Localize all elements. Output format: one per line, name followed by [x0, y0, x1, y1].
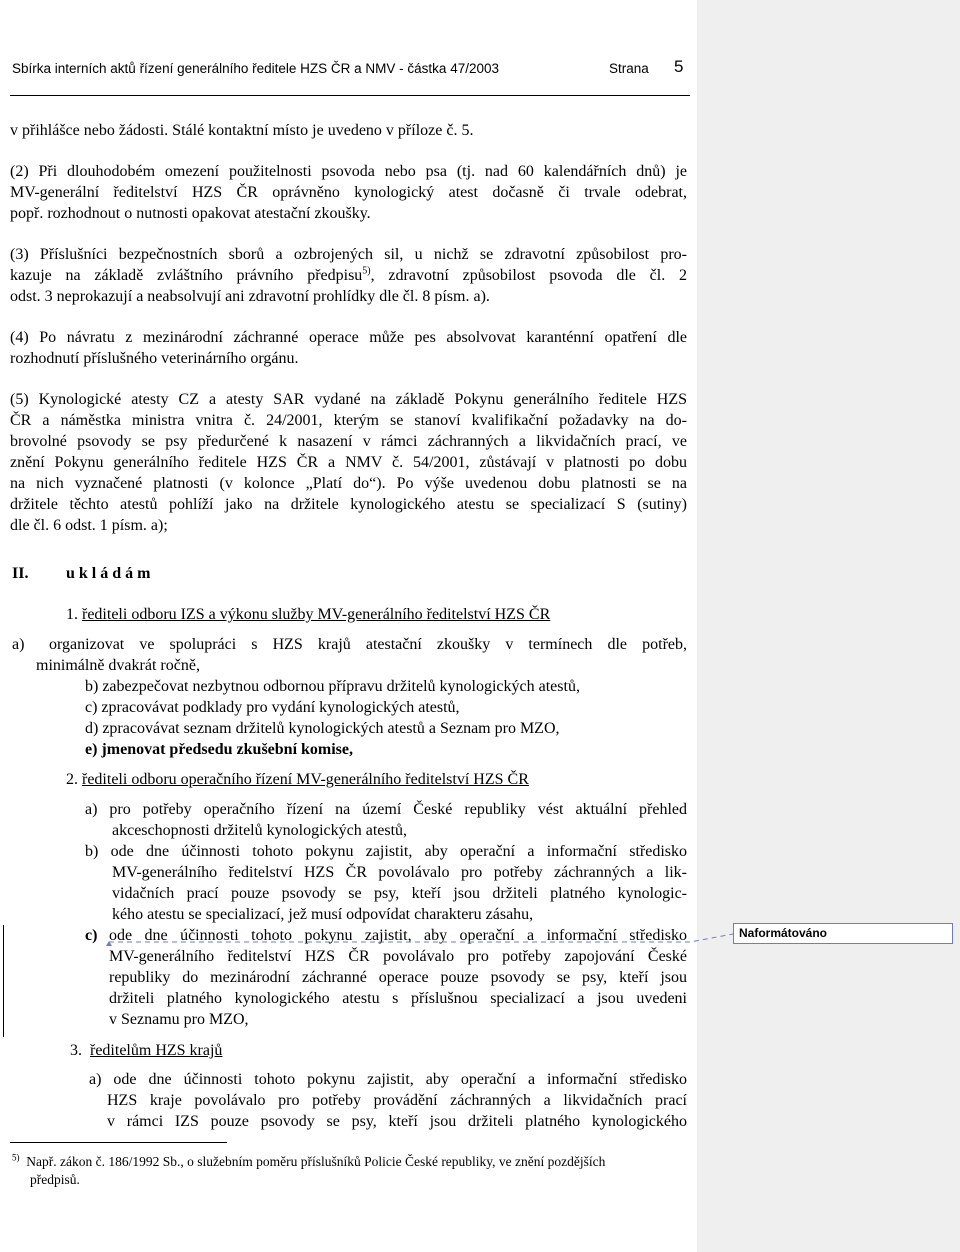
paragraph-3-line: odst. 3 neprokazují a neabsolvují ani zdravotní prohlídky dle čl. 8 písm. a).	[10, 288, 490, 305]
item-2c-line: v Seznamu pro MZO,	[109, 1011, 249, 1028]
item-2c-line: republiky do mezinárodní záchranné operace pouze psovody se psy, kteří jsou	[109, 969, 687, 986]
paragraph-5-line: na nich vyznačené platnosti (v kolonce „Platí do“). Po výše uvedenou dobu platnosti se na	[10, 475, 687, 492]
page-number: 5	[674, 57, 684, 76]
item-2b-line: kého atestu se specializací, jež musí odpovídat charakteru zásahu,	[112, 906, 534, 923]
item-1d-line: d) zpracovávat seznam držitelů kynologických atestů a Seznam pro MZO,	[85, 720, 560, 737]
header-divider	[10, 95, 690, 96]
item-2c-line: ode dne účinnosti tohoto pokynu zajistit, aby operační a informační středisko	[109, 927, 687, 944]
item-3a-line: HZS kraje povolávalo pro potřeby provádění záchranných a likvidačních prací	[107, 1092, 687, 1109]
item-2a-line: a) pro potřeby operačního řízení na území České republiky vést aktuální přehled	[85, 801, 687, 818]
item-3-number: 3.	[70, 1042, 82, 1059]
paragraph-3-line	[10, 265, 687, 286]
item-2b-line: b) ode dne účinnosti tohoto pokynu zajistit, aby operační a informační středisko	[85, 843, 687, 860]
page-header-label: Strana	[609, 61, 649, 76]
paragraph-5-line: dle čl. 6 odst. 1 písm. a);	[10, 517, 168, 534]
item-1a-label: a)	[12, 636, 25, 653]
paragraph-4-line: (4) Po návratu z mezinárodní záchranné operace může pes absolvovat karanténní opatření dle	[10, 329, 687, 346]
item-1a-line: minimálně dvakrát ročně,	[36, 657, 200, 674]
paragraph-5-line: ČR a náměstka ministra vnitra č. 24/2001, kterým se stanoví kvalifikační požadavky na do-	[10, 412, 687, 429]
item-1b-line: b) zabezpečovat nezbytnou odbornou přípravu držitelů kynologických atestů,	[85, 678, 580, 695]
footnote-line	[12, 1153, 605, 1170]
item-2b-line: vidačních prací pouze psovody se psy, kteří jsou držiteli platného kynologic-	[112, 885, 687, 902]
footnote-reference: 5)	[362, 265, 371, 277]
paragraph-5-line: znění Pokynu generálního ředitele HZS ČR a NMV č. 54/2001, zůstávají v platnosti po dobu	[10, 454, 687, 471]
paragraph-2-line: (2) Při dlouhodobém omezení použitelnosti psovoda nebo psa (tj. nad 60 kalendářních dnů) je	[10, 163, 687, 180]
item-3a-line: v rámci IZS pouze psovody se psy, kteří jsou držiteli platného kynologického	[107, 1113, 687, 1130]
page-header-title: Sbírka interních aktů řízení generálního ředitele HZS ČR a NMV - částka 47/2003	[12, 61, 499, 76]
item-1-number: 1.	[66, 606, 78, 623]
item-2-number: 2.	[66, 771, 78, 788]
item-1c-line: c) zpracovávat podklady pro vydání kynologických atestů,	[85, 699, 460, 716]
markup-margin-pane	[697, 0, 960, 1252]
item-2-heading: řediteli odboru operačního řízení MV-generálního ředitelství HZS ČR	[82, 771, 529, 788]
paragraph-3-line: (3) Příslušníci bezpečnostních sborů a ozbrojených sil, u nichž se zdravotní způsobilost pro-	[10, 246, 687, 263]
paragraph-3-text: , zdravotní způsobilost psovoda dle čl. 2	[370, 267, 687, 284]
comment-connector	[105, 925, 735, 950]
footnote-line: předpisů.	[30, 1172, 80, 1187]
change-bar	[3, 925, 4, 1037]
item-2c-label: c)	[85, 927, 98, 944]
item-2c-line: MV-generálního ředitelství HZS ČR povolávalo pro potřeby zapojování České	[109, 948, 687, 965]
item-1a-line: organizovat ve spolupráci s HZS krajů atestační zkoušky v termínech dle potřeb,	[49, 636, 687, 653]
section-title: u k l á d á m	[66, 565, 151, 582]
comment-balloon[interactable]	[733, 923, 953, 944]
paragraph-5-line: držitele těchto atestů pohlíží jako na držitele kynologického atestu se specializací S (sutiny)	[10, 496, 687, 513]
item-2c-line: držiteli platného kynologického atestu s příslušnou specializací a jsou uvedeni	[109, 990, 687, 1007]
paragraph-2-line: popř. rozhodnout o nutnosti opakovat atestační zkoušky.	[10, 205, 371, 222]
paragraph-5-line: brovolné psovody se psy předurčené k nasazení v rámci záchranných a likvidačních prací, ve	[10, 433, 687, 450]
comment-label: Naformátováno	[739, 926, 828, 940]
footnote-text: Např. zákon č. 186/1992 Sb., o služebním poměru příslušníků Policie České republiky, ve znění pozdějších	[26, 1154, 606, 1169]
item-1e-line: e) jmenovat předsedu zkušební komise,	[85, 741, 354, 758]
paragraph-4-line: rozhodnutí příslušného veterinárního orgánu.	[10, 350, 299, 367]
paragraph-intro: v přihlášce nebo žádosti. Stálé kontaktní místo je uvedeno v příloze č. 5.	[10, 122, 474, 139]
paragraph-3-text: kazuje na základě zvláštního právního předpisu	[10, 267, 363, 284]
paragraph-2-line: MV-generální ředitelství HZS ČR oprávněno kynologický atest dočasně či trvale odebrat,	[10, 184, 687, 201]
paragraph-5-line: (5) Kynologické atesty CZ a atesty SAR vydané na základě Pokynu generálního ředitele HZS	[10, 391, 687, 408]
footnote-marker: 5)	[12, 1152, 20, 1163]
section-numeral: II.	[12, 565, 29, 582]
footnote-separator	[10, 1142, 227, 1143]
item-2b-line: MV-generálního ředitelství HZS ČR povolávalo pro potřeby záchranných a lik-	[112, 864, 687, 881]
item-2a-line: akceschopnosti držitelů kynologických atestů,	[112, 822, 408, 839]
item-3-heading: ředitelům HZS krajů	[90, 1042, 223, 1059]
item-1-heading: řediteli odboru IZS a výkonu služby MV-generálního ředitelství HZS ČR	[82, 606, 551, 623]
item-3a-line: a) ode dne účinnosti tohoto pokynu zajistit, aby operační a informační středisko	[89, 1071, 687, 1088]
